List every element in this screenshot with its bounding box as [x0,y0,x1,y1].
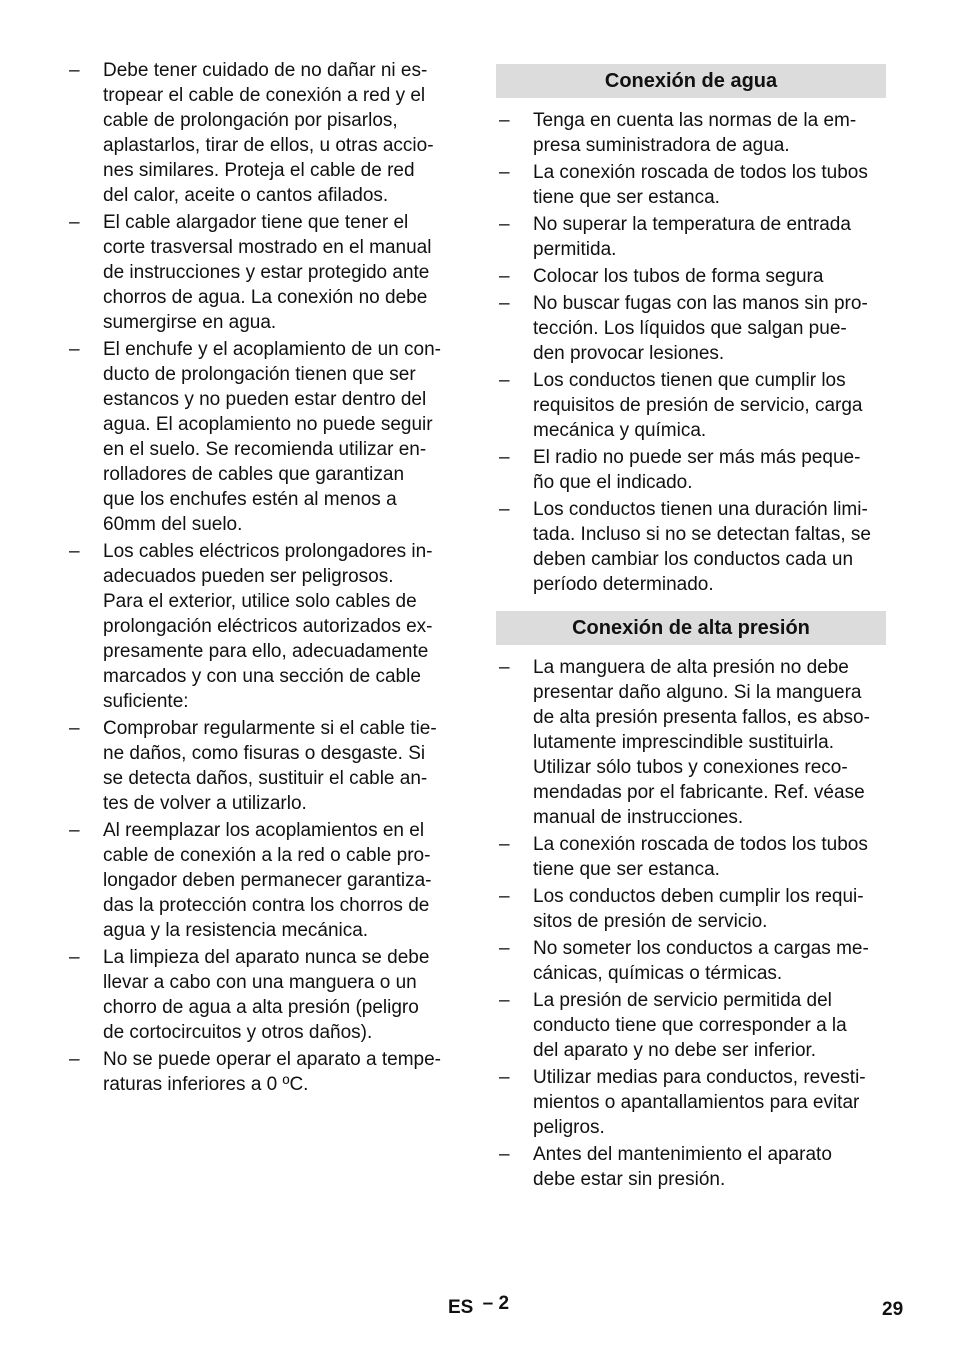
list-item-text: El radio no puede ser más más peque- ño que el indicado. [533,447,861,493]
list-item-text: El enchufe y el acoplamiento de un con- ducto de prolongación tienen que ser estancos y no pueden estar dentro del agua. El acoplamiento no puede seguir en el suelo. Se recomienda utilizar en- rolladores de cables que garantizan que los enchufes estén al menos a 60mm del suelo. [103,339,441,535]
dash-bullet-icon: – [499,162,510,183]
list-item [66,945,462,1045]
dash-bullet-icon: – [499,447,510,468]
section-page-label: – 2 [482,1293,510,1314]
dash-bullet-icon: – [499,990,510,1011]
list-item-text: El cable alargador tiene que tener el corte trasversal mostrado en el manual de instrucciones y estar protegido ante chorros de agua. La conexión no debe sumergirse en agua. [103,212,432,333]
list-item-text: Colocar los tubos de forma segura [533,266,824,287]
dash-bullet-icon: – [69,541,80,562]
list-item [496,368,886,443]
list-item-text: Comprobar regularmente si el cable tie- ne daños, como fisuras o desgaste. Si se detecta daños, sustituir el cable an- tes de volver a utilizarlo. [103,718,437,814]
right-column [496,58,886,1194]
list-item [496,1142,886,1192]
page-number: 29 [882,1299,904,1320]
dash-bullet-icon: – [69,1049,80,1070]
list-item-text: La conexión roscada de todos los tubos tiene que ser estanca. [533,834,868,880]
list-item [66,818,462,943]
dash-bullet-icon: – [69,60,80,81]
list-item [496,936,886,986]
list-item [496,108,886,158]
dash-bullet-icon: – [499,886,510,907]
list-item [66,58,462,208]
list-item-text: No se puede operar el aparato a tempe- raturas inferiores a 0 ºC. [103,1049,441,1095]
dash-bullet-icon: – [499,657,510,678]
dash-bullet-icon: – [499,110,510,131]
dash-bullet-icon: – [499,293,510,314]
list-item [496,884,886,934]
list-item [496,832,886,882]
dash-bullet-icon: – [499,1144,510,1165]
list-item-text: Los conductos tienen una duración limi- tada. Incluso si no se detectan faltas, se deben cambiar los conductos cada un período determinado. [533,499,871,595]
list-item-text: Los cables eléctricos prolongadores in- adecuados pueden ser peligrosos. Para el exterior, utilice solo cables de prolongación eléctricos autorizados ex- presamente para ello, adecuadamente marcados y con una sección de cable suficiente: [103,541,433,712]
dash-bullet-icon: – [69,212,80,233]
language-label: ES [448,1297,474,1318]
list-item-text: No buscar fugas con las manos sin pro- tección. Los líquidos que salgan pue- den provocar lesiones. [533,293,868,364]
list-item-text: Los conductos deben cumplir los requi- sitos de presión de servicio. [533,886,864,932]
list-item [496,445,886,495]
list-item-text: No superar la temperatura de entrada permitida. [533,214,851,260]
list-item [66,539,462,714]
list-item-text: La presión de servicio permitida del conducto tiene que corresponder a la del aparato y no debe ser inferior. [533,990,847,1061]
left-column [66,58,462,1099]
list-item [496,988,886,1063]
dash-bullet-icon: – [69,820,80,841]
list-item-text: Debe tener cuidado de no dañar ni es- tropear el cable de conexión a red y el cable de prolongación por pisarlos, aplastarlos, tirar de ellos, u otras accio- nes similares. Proteja el cable de red del calor, aceite o cantos afilados. [103,60,434,206]
list-item-text: Los conductos tienen que cumplir los requisitos de presión de servicio, carga mecánica y química. [533,370,863,441]
left-bullet-list [66,58,462,1097]
dash-bullet-icon: – [499,499,510,520]
list-item [66,337,462,537]
dash-bullet-icon: – [499,214,510,235]
list-item [496,655,886,830]
list-item [496,497,886,597]
dash-bullet-icon: – [499,938,510,959]
list-item [496,1065,886,1140]
section-heading-high-pressure-connection: Conexión de alta presión [496,611,886,645]
list-item-text: Antes del mantenimiento el aparato debe estar sin presión. [533,1144,832,1190]
page-footer-label [448,1293,510,1319]
list-item [66,1047,462,1097]
list-item-text: La limpieza del aparato nunca se debe llevar a cabo con una manguera o un chorro de agua a alta presión (peligro de cortocircuitos y otros daños). [103,947,430,1043]
list-item-text: No someter los conductos a cargas me- cánicas, químicas o térmicas. [533,938,869,984]
list-item [496,264,886,289]
list-item-text: Utilizar medias para conductos, revesti- mientos o apantallamientos para evitar peligros. [533,1067,866,1138]
high-pressure-connection-list [496,655,886,1192]
dash-bullet-icon: – [499,834,510,855]
dash-bullet-icon: – [499,370,510,391]
list-item [66,716,462,816]
list-item-text: La manguera de alta presión no debe presentar daño alguno. Si la manguera de alta presión presenta fallos, es abso- lutamente imprescindible sustituirla. Utilizar sólo tubos y conexiones reco- mendadas por el fabricante. Ref. véase manual de instrucciones. [533,657,870,828]
list-item [496,212,886,262]
list-item [66,210,462,335]
list-item-text: Tenga en cuenta las normas de la em- presa suministradora de agua. [533,110,857,156]
list-item-text: La conexión roscada de todos los tubos tiene que ser estanca. [533,162,868,208]
list-item [496,291,886,366]
dash-bullet-icon: – [69,718,80,739]
dash-bullet-icon: – [499,266,510,287]
water-connection-list [496,108,886,597]
list-item-text: Al reemplazar los acoplamientos en el cable de conexión a la red o cable pro- longador deben permanecer garantiza- das la protección contra los chorros de agua y la resistencia mecánica. [103,820,432,941]
section-heading-water-connection: Conexión de agua [496,64,886,98]
dash-bullet-icon: – [69,947,80,968]
dash-bullet-icon: – [69,339,80,360]
list-item [496,160,886,210]
dash-bullet-icon: – [499,1067,510,1088]
